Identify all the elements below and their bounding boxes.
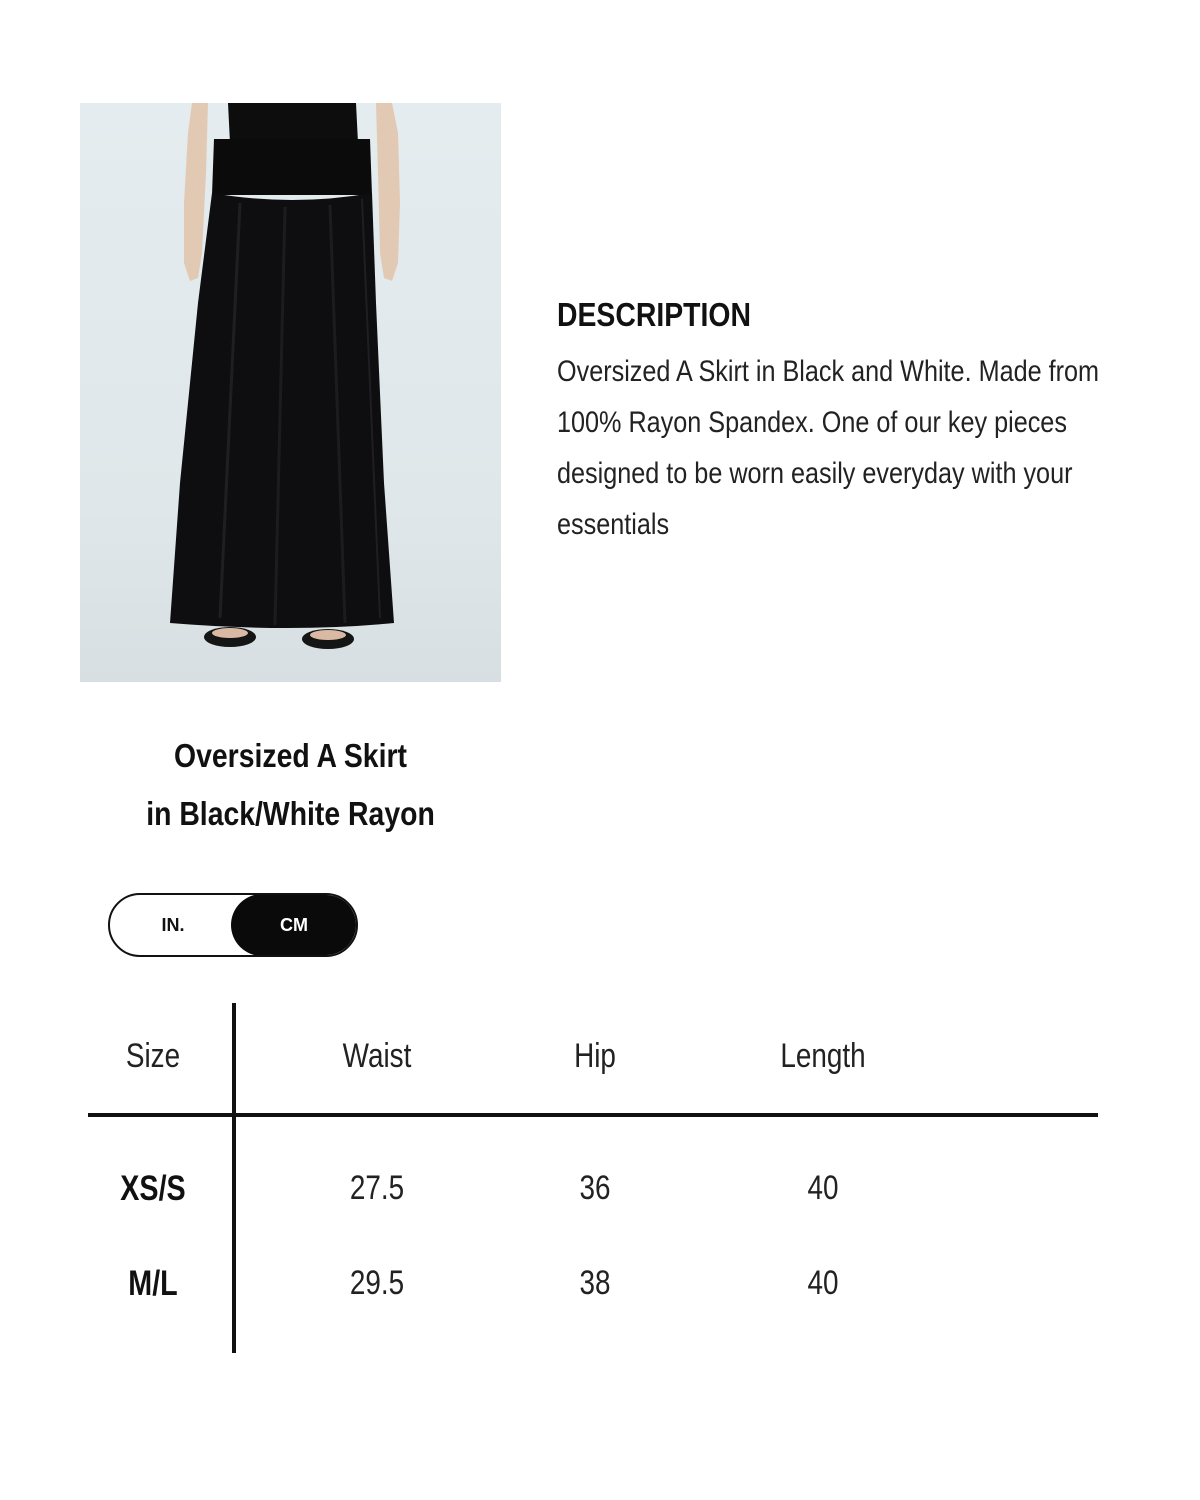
row-xs-s-length: 40: [807, 1169, 839, 1207]
header-hip: Hip: [574, 1037, 616, 1075]
description-title: DESCRIPTION: [557, 296, 751, 333]
row-m-l-length: 40: [807, 1264, 839, 1302]
row-xs-s-size: XS/S: [120, 1169, 186, 1208]
header-waist: Waist: [342, 1037, 412, 1075]
description-text: Oversized A Skirt in Black and White. Made from 100% Rayon Spandex. One of our key pieces designed to be worn easily everyday with your essentials: [557, 355, 1100, 541]
size-table: [88, 1003, 1098, 1353]
row-m-l-hip: 38: [579, 1264, 611, 1302]
unit-option-in[interactable]: IN.: [161, 914, 185, 935]
header-length: Length: [780, 1037, 866, 1075]
unit-toggle[interactable]: [108, 893, 358, 957]
row-xs-s-waist: 27.5: [349, 1169, 405, 1207]
product-photo: [80, 103, 501, 682]
product-title-line2: in Black/White Rayon: [146, 795, 435, 832]
header-size: Size: [125, 1037, 181, 1075]
row-xs-s-hip: 36: [579, 1169, 611, 1207]
product-title-line1: Oversized A Skirt: [174, 737, 407, 774]
product-title: [80, 727, 501, 843]
row-m-l-size: M/L: [128, 1264, 178, 1303]
skirt-illustration: [80, 103, 501, 682]
unit-option-cm[interactable]: CM: [231, 894, 357, 956]
table-header-divider: [88, 1113, 1098, 1117]
row-m-l-waist: 29.5: [349, 1264, 405, 1302]
table-vertical-divider: [232, 1003, 236, 1353]
